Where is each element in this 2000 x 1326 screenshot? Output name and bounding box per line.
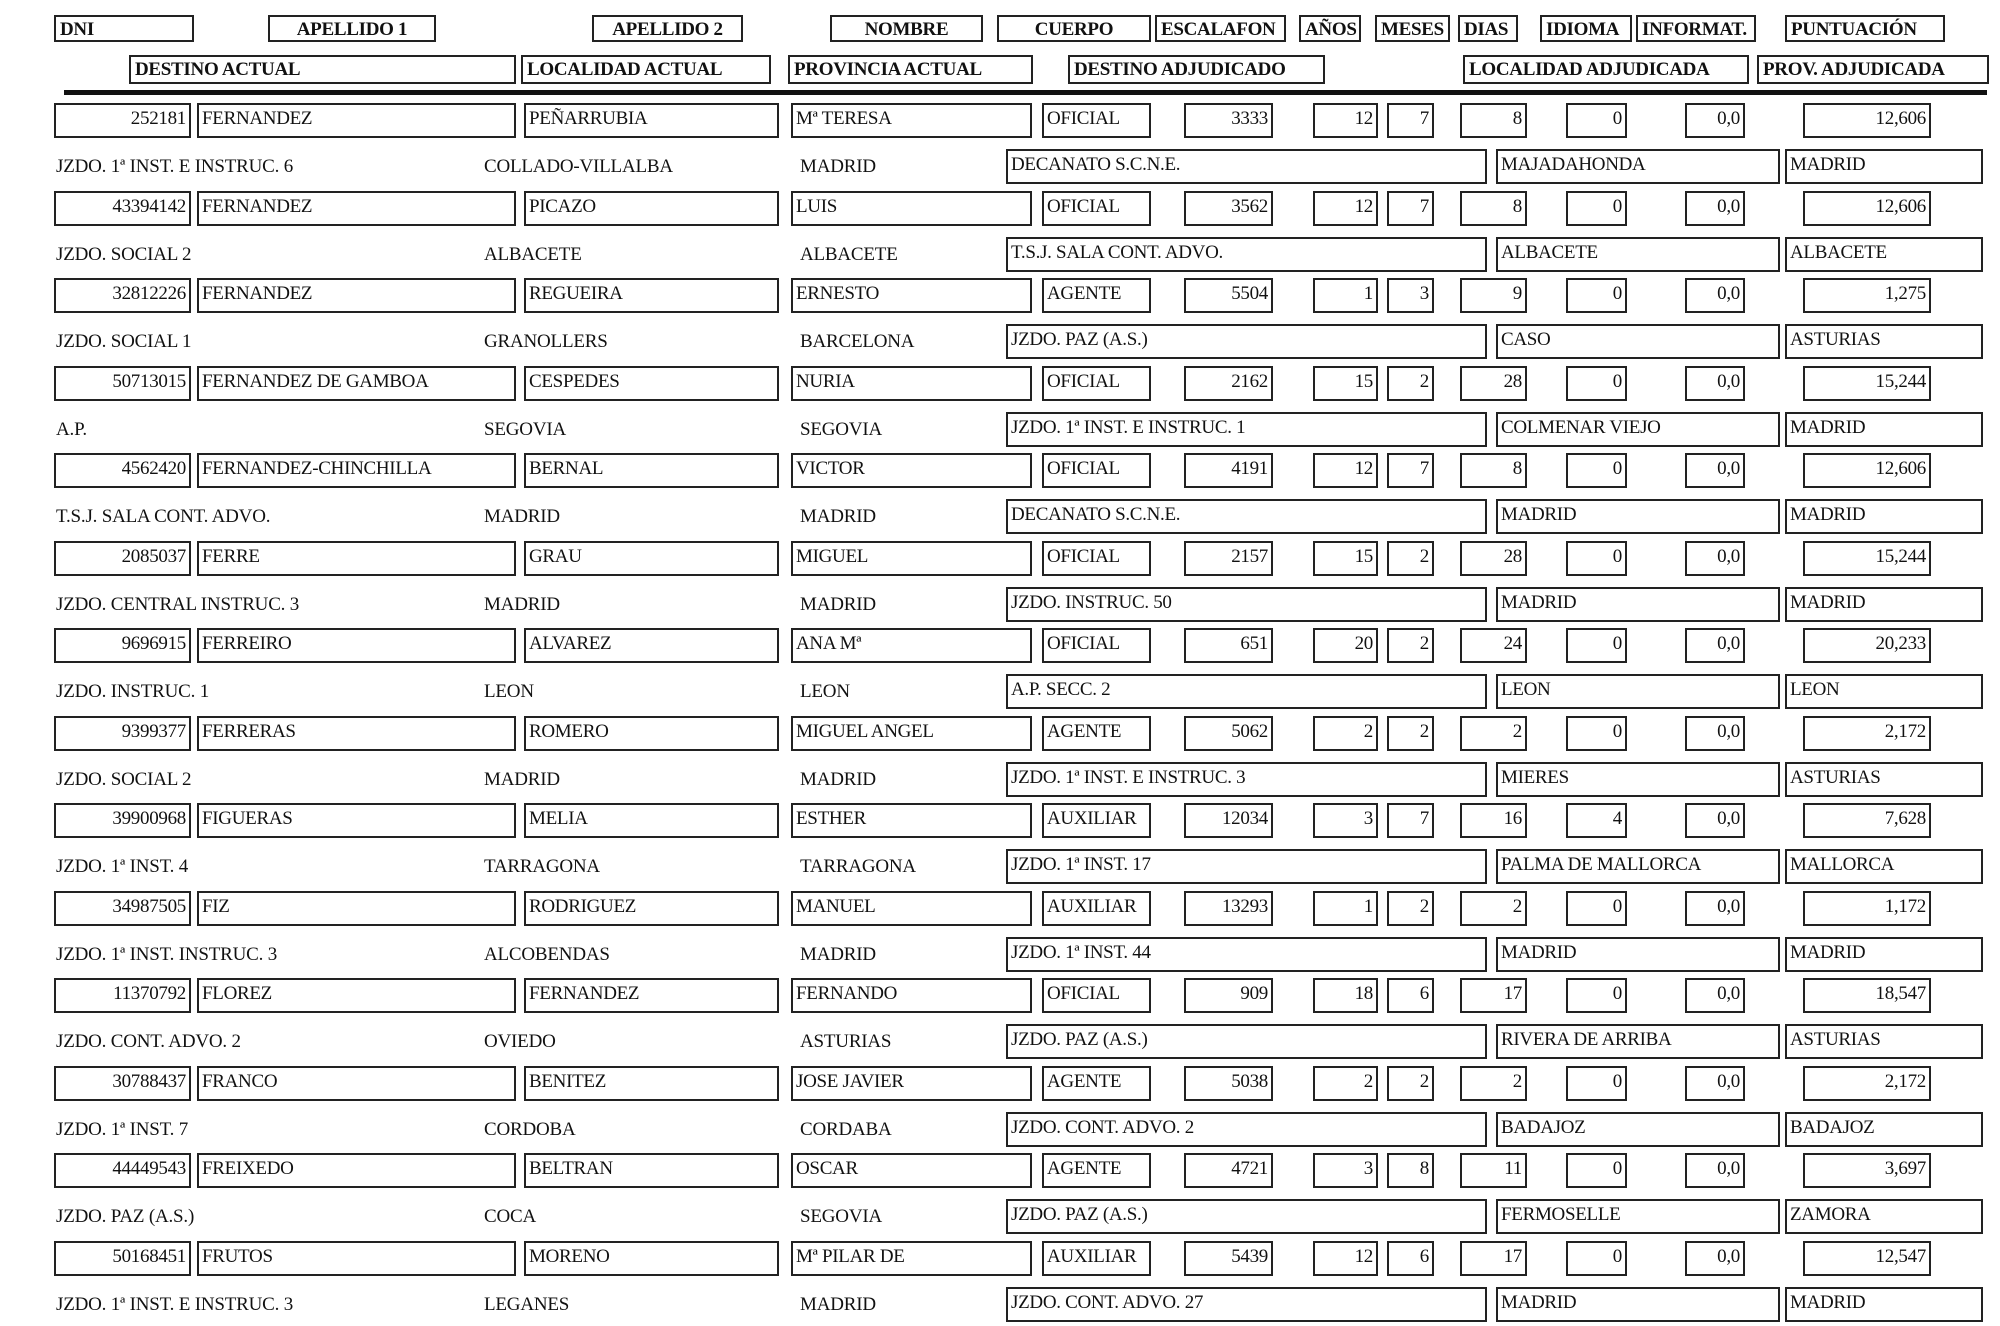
field-meses: 8 <box>1387 1153 1434 1188</box>
field-dni: 34987505 <box>54 891 191 926</box>
field-informat: 0,0 <box>1685 803 1745 838</box>
field-puntuacion: 2,172 <box>1803 716 1931 751</box>
field-localidad-adj: COLMENAR VIEJO <box>1496 412 1780 447</box>
field-anos: 12 <box>1313 191 1378 226</box>
field-destino-adj: DECANATO S.C.N.E. <box>1006 499 1487 534</box>
field-puntuacion: 12,606 <box>1803 103 1931 138</box>
field-ap1: FERREIRO <box>197 628 516 663</box>
field-idioma: 0 <box>1566 541 1627 576</box>
field-localidad-adj: MADRID <box>1496 587 1780 622</box>
field-localidad: MADRID <box>484 593 560 615</box>
field-nombre: LUIS <box>791 191 1032 226</box>
field-meses: 2 <box>1387 891 1434 926</box>
field-localidad: MADRID <box>484 506 560 527</box>
field-ap2: BERNAL <box>524 453 779 488</box>
field-ap1: FRUTOS <box>197 1241 516 1276</box>
field-localidad: CORDOBA <box>484 1118 576 1140</box>
field-destino: T.S.J. SALA CONT. ADVO. <box>56 506 271 527</box>
field-provincia: CORDABA <box>800 1118 892 1140</box>
field-puntuacion: 7,628 <box>1803 803 1931 838</box>
field-cuerpo: OFICIAL <box>1042 628 1151 663</box>
field-dias: 9 <box>1460 278 1527 313</box>
field-localidad: LEGANES <box>484 1293 570 1315</box>
field-idioma: 0 <box>1566 1066 1627 1101</box>
field-informat: 0,0 <box>1685 278 1745 313</box>
field-dni: 30788437 <box>54 1066 191 1101</box>
field-dias: 17 <box>1460 1241 1527 1276</box>
header-meses: MESES <box>1375 15 1450 42</box>
field-anos: 1 <box>1313 278 1378 313</box>
field-destino: JZDO. CENTRAL INSTRUC. 3 <box>56 593 300 615</box>
field-cuerpo: AUXILIAR <box>1042 1241 1151 1276</box>
field-puntuacion: 15,244 <box>1803 541 1931 576</box>
field-ap1: FERNANDEZ <box>197 278 516 313</box>
field-nombre: MIGUEL ANGEL <box>791 716 1032 751</box>
field-localidad-adj: BADAJOZ <box>1496 1112 1780 1147</box>
field-dni: 32812226 <box>54 278 191 313</box>
field-dias: 2 <box>1460 716 1527 751</box>
field-localidad: COCA <box>484 1206 536 1227</box>
header-dni: DNI <box>54 15 194 42</box>
field-cuerpo: AUXILIAR <box>1042 891 1151 926</box>
field-ap2: RODRIGUEZ <box>524 891 779 926</box>
field-escalafon: 651 <box>1184 628 1273 663</box>
field-puntuacion: 12,606 <box>1803 453 1931 488</box>
field-meses: 6 <box>1387 1241 1434 1276</box>
field-destino: JZDO. SOCIAL 1 <box>56 331 192 352</box>
field-destino-adj: JZDO. CONT. ADVO. 2 <box>1006 1112 1487 1147</box>
field-idioma: 0 <box>1566 278 1627 313</box>
field-cuerpo: AGENTE <box>1042 1153 1151 1188</box>
field-localidad: MADRID <box>484 768 560 790</box>
field-cuerpo: OFICIAL <box>1042 103 1151 138</box>
field-ap2: ALVAREZ <box>524 628 779 663</box>
field-dias: 16 <box>1460 803 1527 838</box>
field-nombre: Mª TERESA <box>791 103 1032 138</box>
field-cuerpo: AGENTE <box>1042 716 1151 751</box>
field-prov-adj: MALLORCA <box>1785 849 1983 884</box>
field-cuerpo: AGENTE <box>1042 278 1151 313</box>
field-meses: 6 <box>1387 978 1434 1013</box>
field-anos: 20 <box>1313 628 1378 663</box>
field-localidad-adj: MADRID <box>1496 1287 1780 1322</box>
field-destino: JZDO. SOCIAL 2 <box>56 768 192 790</box>
field-cuerpo: OFICIAL <box>1042 541 1151 576</box>
field-ap1: FERRE <box>197 541 516 576</box>
field-informat: 0,0 <box>1685 366 1745 401</box>
field-cuerpo: OFICIAL <box>1042 366 1151 401</box>
field-dni: 50168451 <box>54 1241 191 1276</box>
field-dni: 9399377 <box>54 716 191 751</box>
header-apellido2: APELLIDO 2 <box>592 15 743 42</box>
field-idioma: 0 <box>1566 366 1627 401</box>
header-provincia-actual: PROVINCIA ACTUAL <box>788 55 1033 84</box>
field-destino-adj: JZDO. 1ª INST. E INSTRUC. 1 <box>1006 412 1487 447</box>
field-meses: 2 <box>1387 716 1434 751</box>
field-provincia: TARRAGONA <box>800 856 916 877</box>
field-idioma: 0 <box>1566 1241 1627 1276</box>
field-localidad: SEGOVIA <box>484 418 566 440</box>
field-prov-adj: MADRID <box>1785 499 1983 534</box>
field-dni: 2085037 <box>54 541 191 576</box>
field-provincia: MADRID <box>800 593 876 615</box>
field-destino-adj: JZDO. 1ª INST. 44 <box>1006 937 1487 972</box>
field-ap2: GRAU <box>524 541 779 576</box>
field-dias: 28 <box>1460 366 1527 401</box>
field-ap1: FRANCO <box>197 1066 516 1101</box>
field-ap1: FERNANDEZ <box>197 191 516 226</box>
field-prov-adj: BADAJOZ <box>1785 1112 1983 1147</box>
field-destino: JZDO. CONT. ADVO. 2 <box>56 1031 241 1052</box>
field-destino-adj: JZDO. INSTRUC. 50 <box>1006 587 1487 622</box>
field-dias: 2 <box>1460 1066 1527 1101</box>
field-nombre: VICTOR <box>791 453 1032 488</box>
field-destino-adj: JZDO. PAZ (A.S.) <box>1006 324 1487 359</box>
field-ap2: PEÑARRUBIA <box>524 103 779 138</box>
field-escalafon: 13293 <box>1184 891 1273 926</box>
field-informat: 0,0 <box>1685 1153 1745 1188</box>
field-escalafon: 909 <box>1184 978 1273 1013</box>
field-provincia: MADRID <box>800 156 876 177</box>
field-ap2: MORENO <box>524 1241 779 1276</box>
field-informat: 0,0 <box>1685 1066 1745 1101</box>
field-informat: 0,0 <box>1685 191 1745 226</box>
field-dni: 11370792 <box>54 978 191 1013</box>
field-puntuacion: 20,233 <box>1803 628 1931 663</box>
header-prov-adjudicada: PROV. ADJUDICADA <box>1757 55 1989 84</box>
field-informat: 0,0 <box>1685 628 1745 663</box>
field-destino-adj: JZDO. PAZ (A.S.) <box>1006 1199 1487 1234</box>
field-informat: 0,0 <box>1685 103 1745 138</box>
field-dias: 24 <box>1460 628 1527 663</box>
field-ap2: CESPEDES <box>524 366 779 401</box>
field-idioma: 0 <box>1566 716 1627 751</box>
field-localidad-adj: PALMA DE MALLORCA <box>1496 849 1780 884</box>
field-dni: 44449543 <box>54 1153 191 1188</box>
field-dni: 252181 <box>54 103 191 138</box>
field-escalafon: 2162 <box>1184 366 1273 401</box>
field-provincia: ALBACETE <box>800 243 898 265</box>
field-ap1: FERRERAS <box>197 716 516 751</box>
field-provincia: ASTURIAS <box>800 1031 892 1052</box>
header-escalafon: ESCALAFON <box>1155 15 1286 42</box>
field-puntuacion: 1,275 <box>1803 278 1931 313</box>
field-puntuacion: 1,172 <box>1803 891 1931 926</box>
field-prov-adj: MADRID <box>1785 937 1983 972</box>
field-escalafon: 4191 <box>1184 453 1273 488</box>
field-dni: 50713015 <box>54 366 191 401</box>
field-anos: 15 <box>1313 366 1378 401</box>
header-apellido1: APELLIDO 1 <box>268 15 436 42</box>
field-idioma: 0 <box>1566 1153 1627 1188</box>
field-meses: 7 <box>1387 453 1434 488</box>
field-prov-adj: MADRID <box>1785 587 1983 622</box>
field-escalafon: 3562 <box>1184 191 1273 226</box>
field-destino: JZDO. SOCIAL 2 <box>56 243 192 265</box>
field-escalafon: 3333 <box>1184 103 1273 138</box>
field-destino-adj: JZDO. 1ª INST. 17 <box>1006 849 1487 884</box>
field-ap1: FERNANDEZ-CHINCHILLA <box>197 453 516 488</box>
field-escalafon: 2157 <box>1184 541 1273 576</box>
field-meses: 7 <box>1387 803 1434 838</box>
field-destino-adj: JZDO. CONT. ADVO. 27 <box>1006 1287 1487 1322</box>
header-localidad-actual: LOCALIDAD ACTUAL <box>521 55 771 84</box>
field-localidad-adj: MADRID <box>1496 499 1780 534</box>
field-destino-adj: JZDO. PAZ (A.S.) <box>1006 1024 1487 1059</box>
field-provincia: LEON <box>800 681 850 702</box>
field-nombre: ANA Mª <box>791 628 1032 663</box>
header-nombre: NOMBRE <box>830 15 983 42</box>
header-destino-adjudicado: DESTINO ADJUDICADO <box>1068 55 1325 84</box>
field-dni: 43394142 <box>54 191 191 226</box>
field-localidad-adj: MAJADAHONDA <box>1496 149 1780 184</box>
field-prov-adj: MADRID <box>1785 149 1983 184</box>
field-destino-adj: JZDO. 1ª INST. E INSTRUC. 3 <box>1006 762 1487 797</box>
field-destino: JZDO. 1ª INST. INSTRUC. 3 <box>56 943 278 965</box>
field-destino: JZDO. 1ª INST. E INSTRUC. 3 <box>56 1293 293 1315</box>
field-meses: 2 <box>1387 541 1434 576</box>
field-destino: JZDO. 1ª INST. 7 <box>56 1118 189 1140</box>
field-localidad-adj: MADRID <box>1496 937 1780 972</box>
field-localidad-adj: FERMOSELLE <box>1496 1199 1780 1234</box>
field-anos: 12 <box>1313 453 1378 488</box>
field-destino: JZDO. PAZ (A.S.) <box>56 1206 195 1227</box>
field-informat: 0,0 <box>1685 891 1745 926</box>
field-anos: 12 <box>1313 1241 1378 1276</box>
field-localidad: COLLADO-VILLALBA <box>484 156 673 177</box>
field-nombre: Mª PILAR DE <box>791 1241 1032 1276</box>
field-puntuacion: 15,244 <box>1803 366 1931 401</box>
field-ap2: FERNANDEZ <box>524 978 779 1013</box>
field-destino: A.P. <box>56 418 87 440</box>
field-prov-adj: MADRID <box>1785 1287 1983 1322</box>
field-dias: 2 <box>1460 891 1527 926</box>
header-dias: DIAS <box>1458 15 1518 42</box>
field-escalafon: 4721 <box>1184 1153 1273 1188</box>
field-nombre: ESTHER <box>791 803 1032 838</box>
field-localidad-adj: RIVERA DE ARRIBA <box>1496 1024 1780 1059</box>
field-escalafon: 12034 <box>1184 803 1273 838</box>
field-destino-adj: DECANATO S.C.N.E. <box>1006 149 1487 184</box>
field-dias: 17 <box>1460 978 1527 1013</box>
field-localidad-adj: MIERES <box>1496 762 1780 797</box>
field-cuerpo: AUXILIAR <box>1042 803 1151 838</box>
field-anos: 12 <box>1313 103 1378 138</box>
field-cuerpo: OFICIAL <box>1042 191 1151 226</box>
field-prov-adj: ASTURIAS <box>1785 762 1983 797</box>
field-escalafon: 5062 <box>1184 716 1273 751</box>
field-dni: 9696915 <box>54 628 191 663</box>
field-localidad: LEON <box>484 681 534 702</box>
field-escalafon: 5504 <box>1184 278 1273 313</box>
header-localidad-adjudicada: LOCALIDAD ADJUDICADA <box>1463 55 1749 84</box>
field-provincia: MADRID <box>800 943 876 965</box>
field-escalafon: 5038 <box>1184 1066 1273 1101</box>
field-informat: 0,0 <box>1685 978 1745 1013</box>
field-localidad-adj: ALBACETE <box>1496 237 1780 272</box>
field-ap1: FLOREZ <box>197 978 516 1013</box>
field-dias: 11 <box>1460 1153 1527 1188</box>
field-meses: 3 <box>1387 278 1434 313</box>
field-destino-adj: T.S.J. SALA CONT. ADVO. <box>1006 237 1487 272</box>
field-puntuacion: 18,547 <box>1803 978 1931 1013</box>
header-divider <box>64 90 1987 95</box>
field-anos: 1 <box>1313 891 1378 926</box>
field-nombre: FERNANDO <box>791 978 1032 1013</box>
field-destino: JZDO. 1ª INST. 4 <box>56 856 189 877</box>
field-localidad-adj: LEON <box>1496 674 1780 709</box>
field-puntuacion: 3,697 <box>1803 1153 1931 1188</box>
field-nombre: MIGUEL <box>791 541 1032 576</box>
field-escalafon: 5439 <box>1184 1241 1273 1276</box>
field-prov-adj: ASTURIAS <box>1785 1024 1983 1059</box>
field-anos: 3 <box>1313 1153 1378 1188</box>
field-prov-adj: ASTURIAS <box>1785 324 1983 359</box>
field-nombre: JOSE JAVIER <box>791 1066 1032 1101</box>
field-informat: 0,0 <box>1685 541 1745 576</box>
field-localidad: ALBACETE <box>484 243 582 265</box>
field-ap2: BELTRAN <box>524 1153 779 1188</box>
field-cuerpo: OFICIAL <box>1042 978 1151 1013</box>
field-localidad: ALCOBENDAS <box>484 943 610 965</box>
field-ap1: FERNANDEZ <box>197 103 516 138</box>
field-ap1: FIZ <box>197 891 516 926</box>
field-localidad: OVIEDO <box>484 1031 556 1052</box>
field-ap1: FIGUERAS <box>197 803 516 838</box>
field-provincia: BARCELONA <box>800 331 915 352</box>
field-dni: 39900968 <box>54 803 191 838</box>
field-ap1: FREIXEDO <box>197 1153 516 1188</box>
field-informat: 0,0 <box>1685 716 1745 751</box>
field-nombre: OSCAR <box>791 1153 1032 1188</box>
header-cuerpo: CUERPO <box>997 15 1151 42</box>
field-informat: 0,0 <box>1685 1241 1745 1276</box>
field-meses: 2 <box>1387 366 1434 401</box>
field-anos: 18 <box>1313 978 1378 1013</box>
field-puntuacion: 12,606 <box>1803 191 1931 226</box>
field-localidad: GRANOLLERS <box>484 331 608 352</box>
field-prov-adj: ZAMORA <box>1785 1199 1983 1234</box>
field-provincia: SEGOVIA <box>800 1206 882 1227</box>
field-ap2: REGUEIRA <box>524 278 779 313</box>
field-dias: 8 <box>1460 453 1527 488</box>
field-prov-adj: ALBACETE <box>1785 237 1983 272</box>
field-meses: 2 <box>1387 1066 1434 1101</box>
field-prov-adj: MADRID <box>1785 412 1983 447</box>
field-informat: 0,0 <box>1685 453 1745 488</box>
field-meses: 2 <box>1387 628 1434 663</box>
field-cuerpo: OFICIAL <box>1042 453 1151 488</box>
field-ap2: ROMERO <box>524 716 779 751</box>
field-localidad: TARRAGONA <box>484 856 600 877</box>
field-anos: 15 <box>1313 541 1378 576</box>
field-destino: JZDO. INSTRUC. 1 <box>56 681 210 702</box>
field-idioma: 0 <box>1566 891 1627 926</box>
field-dias: 8 <box>1460 191 1527 226</box>
header-puntuacion: PUNTUACIÓN <box>1785 15 1945 42</box>
field-destino-adj: A.P. SECC. 2 <box>1006 674 1487 709</box>
field-idioma: 0 <box>1566 103 1627 138</box>
header-informat: INFORMAT. <box>1636 15 1756 42</box>
field-meses: 7 <box>1387 103 1434 138</box>
field-ap2: MELIA <box>524 803 779 838</box>
field-dni: 4562420 <box>54 453 191 488</box>
field-cuerpo: AGENTE <box>1042 1066 1151 1101</box>
field-ap2: BENITEZ <box>524 1066 779 1101</box>
field-provincia: MADRID <box>800 506 876 527</box>
field-anos: 2 <box>1313 1066 1378 1101</box>
field-ap2: PICAZO <box>524 191 779 226</box>
field-idioma: 0 <box>1566 453 1627 488</box>
field-dias: 8 <box>1460 103 1527 138</box>
header-destino-actual: DESTINO ACTUAL <box>129 55 516 84</box>
field-dias: 28 <box>1460 541 1527 576</box>
field-anos: 3 <box>1313 803 1378 838</box>
field-idioma: 0 <box>1566 628 1627 663</box>
header-anos: AÑOS <box>1299 15 1361 42</box>
field-nombre: NURIA <box>791 366 1032 401</box>
field-localidad-adj: CASO <box>1496 324 1780 359</box>
field-ap1: FERNANDEZ DE GAMBOA <box>197 366 516 401</box>
field-puntuacion: 12,547 <box>1803 1241 1931 1276</box>
header-idioma: IDIOMA <box>1540 15 1632 42</box>
field-idioma: 0 <box>1566 978 1627 1013</box>
field-provincia: MADRID <box>800 1293 876 1315</box>
field-anos: 2 <box>1313 716 1378 751</box>
field-meses: 7 <box>1387 191 1434 226</box>
field-idioma: 0 <box>1566 191 1627 226</box>
field-nombre: MANUEL <box>791 891 1032 926</box>
field-provincia: MADRID <box>800 768 876 790</box>
field-provincia: SEGOVIA <box>800 418 882 440</box>
field-destino: JZDO. 1ª INST. E INSTRUC. 6 <box>56 156 293 177</box>
field-puntuacion: 2,172 <box>1803 1066 1931 1101</box>
field-prov-adj: LEON <box>1785 674 1983 709</box>
field-nombre: ERNESTO <box>791 278 1032 313</box>
field-idioma: 4 <box>1566 803 1627 838</box>
